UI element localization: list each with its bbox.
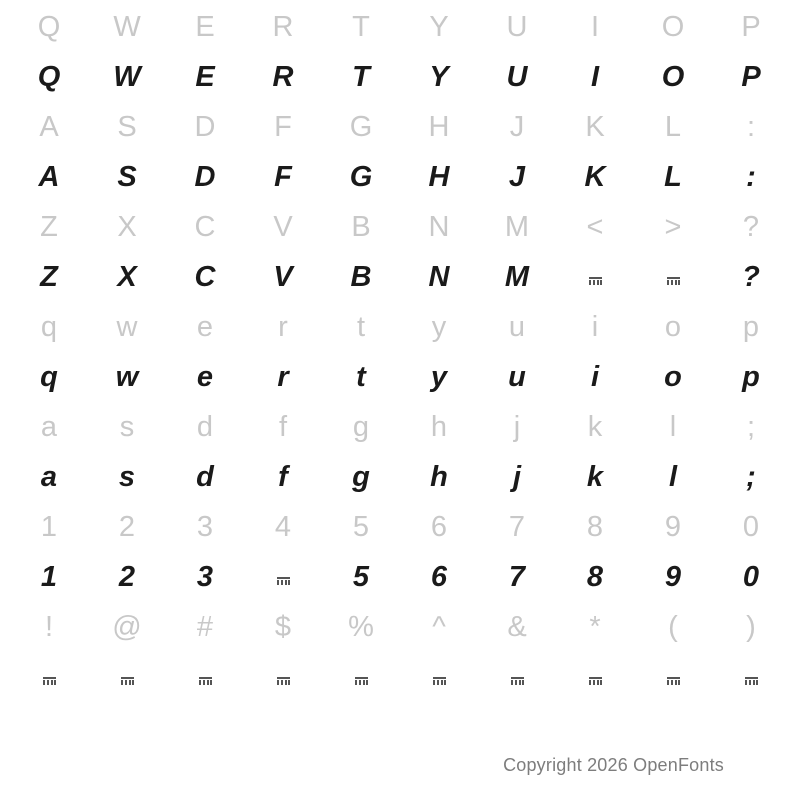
reference-glyph: L [664,111,682,143]
reference-row [0,104,800,150]
reference-glyph: R [272,11,294,43]
sample-glyph: O [661,61,685,93]
sample-glyph: 1 [40,561,58,593]
reference-glyph: A [39,111,59,143]
reference-glyph: Q [37,11,61,43]
missing-glyph-icon [277,572,290,585]
reference-glyph: w [116,311,138,343]
missing-glyph-box [478,650,556,704]
sample-glyph: y [430,361,448,393]
reference-glyph: J [509,111,525,143]
reference-glyph: 8 [586,511,604,543]
reference-glyph: 7 [508,511,526,543]
reference-glyph: e [196,311,214,343]
sample-glyph: C [194,261,216,293]
reference-glyph: Z [40,211,58,243]
reference-glyph: ( [668,611,678,643]
reference-glyph: G [349,111,373,143]
missing-glyph-box [88,650,166,704]
reference-glyph: 3 [196,511,214,543]
sample-glyph: 0 [742,561,760,593]
sample-glyph: g [352,461,370,493]
reference-glyph: @ [112,611,142,643]
sample-glyph: B [350,261,372,293]
sample-glyph: G [349,161,373,193]
reference-glyph: I [590,11,600,43]
reference-glyph: : [746,111,756,143]
reference-glyph: ; [746,411,756,443]
glyph-row-group [0,404,800,504]
sample-glyph: Y [429,61,449,93]
sample-glyph: 7 [508,561,526,593]
sample-row [0,550,800,604]
sample-glyph: u [508,361,526,393]
sample-glyph: q [40,361,58,393]
missing-glyph-box [712,650,790,704]
reference-glyph: F [274,111,292,143]
sample-glyph: A [38,161,60,193]
missing-glyph-icon [355,672,368,685]
sample-glyph: 8 [586,561,604,593]
sample-glyph: J [508,161,526,193]
reference-glyph: N [428,211,450,243]
reference-glyph: 5 [352,511,370,543]
reference-glyph: d [196,411,214,443]
missing-glyph-icon [511,672,524,685]
reference-glyph: W [113,11,141,43]
reference-row [0,504,800,550]
sample-glyph: T [352,61,370,93]
sample-glyph: h [430,461,448,493]
sample-glyph: W [113,61,141,93]
missing-glyph-box [556,250,634,304]
sample-glyph: d [196,461,214,493]
reference-glyph: * [589,611,601,643]
sample-glyph: H [428,161,450,193]
reference-glyph: i [591,311,599,343]
reference-row [0,404,800,450]
sample-row [0,150,800,204]
sample-glyph: p [742,361,760,393]
glyph-row-group [0,104,800,204]
missing-glyph-icon [43,672,56,685]
missing-glyph-icon [589,672,602,685]
sample-row [0,650,800,704]
sample-glyph: 5 [352,561,370,593]
reference-glyph: $ [274,611,292,643]
sample-glyph: M [504,261,530,293]
missing-glyph-box [10,650,88,704]
missing-glyph-icon [277,672,290,685]
reference-glyph: ? [742,211,760,243]
glyph-row-group [0,504,800,604]
sample-glyph: ; [746,461,756,493]
reference-row [0,4,800,50]
reference-glyph: D [194,111,216,143]
reference-glyph: O [661,11,685,43]
sample-glyph: a [40,461,58,493]
sample-glyph: P [741,61,761,93]
sample-glyph: V [273,261,293,293]
sample-glyph: F [274,161,292,193]
sample-glyph: ? [742,261,760,293]
reference-glyph: j [513,411,521,443]
reference-glyph: U [506,11,528,43]
sample-glyph: E [195,61,215,93]
sample-glyph: Q [37,61,61,93]
reference-glyph: ) [746,611,756,643]
sample-glyph: U [506,61,528,93]
copyright-notice: Copyright 2026 OpenFonts [503,755,724,775]
missing-glyph-icon [433,672,446,685]
reference-glyph: < [586,211,604,243]
reference-glyph: P [741,11,761,43]
reference-glyph: 4 [274,511,292,543]
reference-glyph: ^ [432,611,446,643]
reference-row [0,204,800,250]
sample-glyph: o [664,361,682,393]
sample-glyph: t [356,361,366,393]
reference-glyph: 6 [430,511,448,543]
reference-glyph: V [273,211,293,243]
missing-glyph-icon [667,272,680,285]
missing-glyph-icon [745,672,758,685]
sample-glyph: K [584,161,606,193]
reference-row [0,304,800,350]
glyph-row-group [0,4,800,104]
reference-glyph: f [278,411,288,443]
reference-glyph: 1 [40,511,58,543]
reference-glyph: g [352,411,370,443]
sample-glyph: 6 [430,561,448,593]
sample-glyph: w [115,361,139,393]
reference-glyph: S [117,111,137,143]
sample-glyph: f [278,461,288,493]
sample-row [0,250,800,304]
sample-glyph: e [196,361,214,393]
sample-glyph: r [277,361,289,393]
sample-glyph: X [117,261,137,293]
missing-glyph-box [400,650,478,704]
missing-glyph-icon [667,672,680,685]
reference-glyph: ! [44,611,54,643]
sample-glyph: R [272,61,294,93]
sample-glyph: k [586,461,604,493]
reference-glyph: p [742,311,760,343]
reference-glyph: k [587,411,603,443]
sample-glyph: D [194,161,216,193]
missing-glyph-box [634,250,712,304]
reference-glyph: u [508,311,526,343]
missing-glyph-box [244,650,322,704]
sample-glyph: 9 [664,561,682,593]
reference-glyph: # [196,611,214,643]
sample-glyph: L [664,161,682,193]
reference-glyph: h [430,411,448,443]
sample-glyph: 2 [118,561,136,593]
reference-glyph: E [195,11,215,43]
reference-glyph: & [507,611,527,643]
reference-glyph: l [669,411,677,443]
reference-glyph: B [351,211,371,243]
reference-glyph: X [117,211,137,243]
reference-glyph: o [664,311,682,343]
sample-glyph: I [590,61,600,93]
sample-glyph: i [590,361,600,393]
missing-glyph-box [322,650,400,704]
glyph-row-group [0,204,800,304]
reference-glyph: T [352,11,370,43]
reference-glyph: Y [429,11,449,43]
reference-glyph: > [664,211,682,243]
reference-row [0,604,800,650]
reference-glyph: r [278,311,288,343]
sample-glyph: : [746,161,756,193]
missing-glyph-box [556,650,634,704]
glyph-row-group [0,604,800,704]
sample-glyph: 3 [196,561,214,593]
sample-glyph: j [512,461,522,493]
reference-glyph: a [40,411,58,443]
sample-row [0,450,800,504]
missing-glyph-icon [589,272,602,285]
reference-glyph: s [119,411,135,443]
glyph-row-group [0,304,800,404]
reference-glyph: C [194,211,216,243]
sample-glyph: N [428,261,450,293]
missing-glyph-icon [121,672,134,685]
reference-glyph: 2 [118,511,136,543]
reference-glyph: 9 [664,511,682,543]
reference-glyph: H [428,111,450,143]
reference-glyph: t [356,311,366,343]
reference-glyph: M [504,211,530,243]
sample-glyph: s [118,461,136,493]
reference-glyph: K [585,111,605,143]
missing-glyph-box [244,550,322,604]
reference-glyph: % [348,611,374,643]
reference-glyph: y [431,311,447,343]
sample-glyph: l [668,461,678,493]
sample-row [0,350,800,404]
reference-glyph: 0 [742,511,760,543]
sample-glyph: Z [40,261,58,293]
missing-glyph-icon [199,672,212,685]
sample-row [0,50,800,104]
missing-glyph-box [634,650,712,704]
missing-glyph-box [166,650,244,704]
reference-glyph: q [40,311,58,343]
sample-glyph: S [117,161,137,193]
